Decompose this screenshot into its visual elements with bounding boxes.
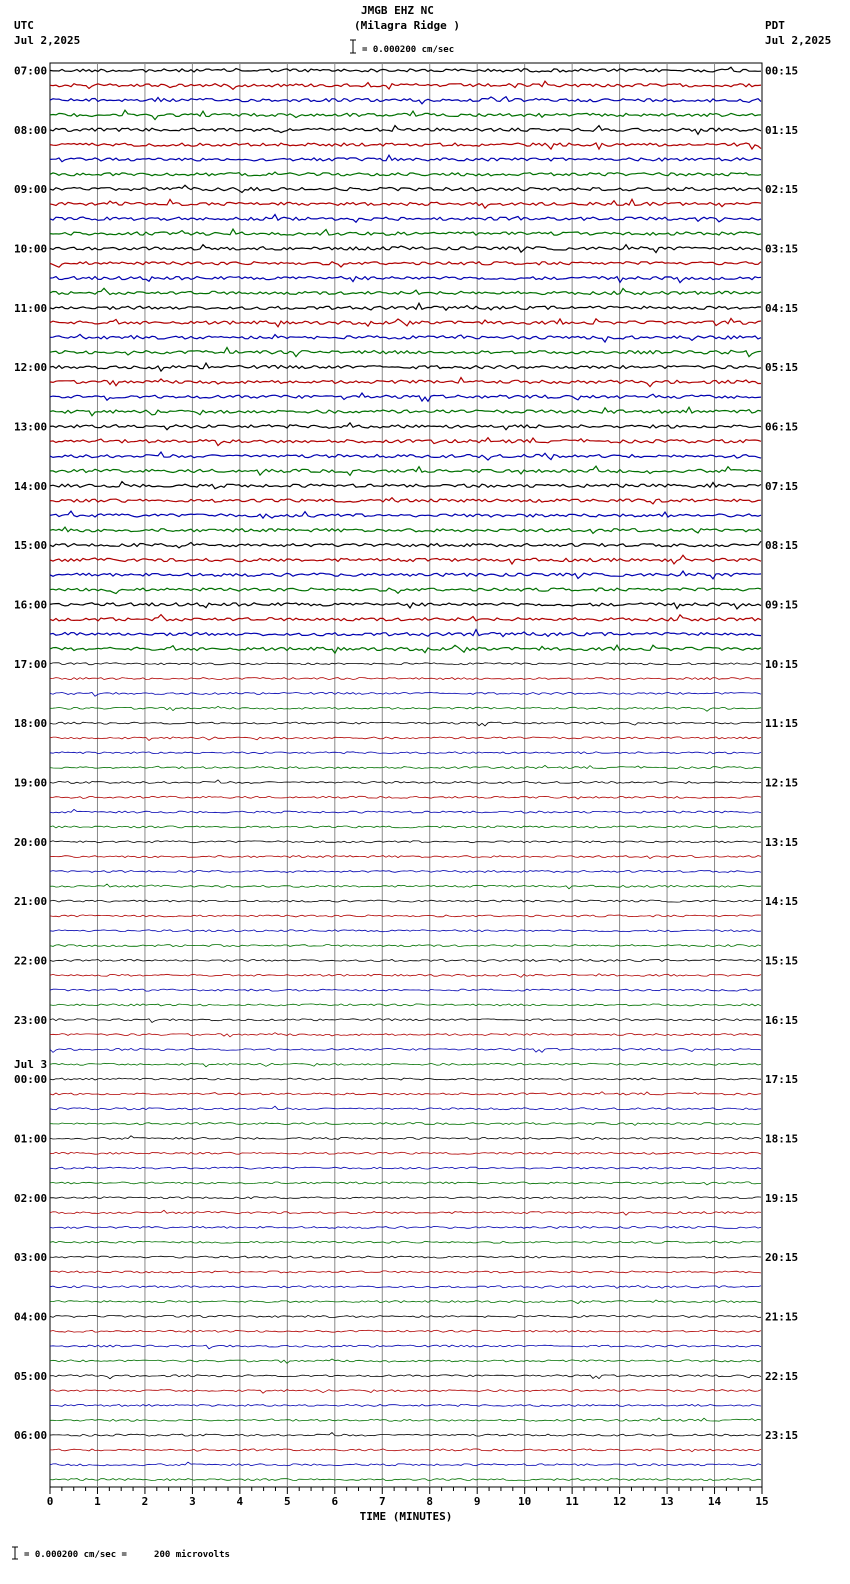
seismic-trace xyxy=(50,974,761,978)
seismic-trace xyxy=(50,262,761,268)
seismic-trace xyxy=(50,1433,761,1437)
pdt-hour-label: 06:15 xyxy=(765,420,799,434)
x-tick-label: 2 xyxy=(141,1495,149,1508)
pdt-hour-label: 02:15 xyxy=(765,183,799,197)
x-tick-label: 9 xyxy=(473,1495,481,1508)
pdt-hour-label: 10:15 xyxy=(765,657,799,671)
x-tick-label: 3 xyxy=(189,1495,196,1508)
seismic-trace xyxy=(50,870,761,872)
left-timezone: UTC xyxy=(14,19,34,32)
seismic-trace xyxy=(50,498,761,504)
pdt-hour-label: 12:15 xyxy=(765,776,799,790)
utc-hour-label: 11:00 xyxy=(14,301,48,315)
utc-hour-label: 04:00 xyxy=(14,1310,48,1324)
seismic-trace xyxy=(50,796,761,799)
utc-hour-label: 07:00 xyxy=(14,64,48,78)
utc-hour-label: 20:00 xyxy=(14,835,48,849)
seismic-trace xyxy=(50,1136,761,1140)
seismic-trace xyxy=(50,155,761,162)
seismic-trace xyxy=(50,288,761,294)
seismic-trace xyxy=(50,1048,761,1052)
x-tick-label: 4 xyxy=(236,1495,244,1508)
seismic-trace xyxy=(50,1152,761,1154)
seismic-trace xyxy=(50,1182,761,1185)
seismic-trace xyxy=(50,452,761,460)
seismic-trace xyxy=(50,765,761,768)
seismic-trace xyxy=(50,1019,761,1023)
seismic-trace xyxy=(50,1078,761,1080)
x-tick-label: 7 xyxy=(378,1495,386,1508)
seismic-trace xyxy=(50,841,761,843)
pdt-hour-label: 04:15 xyxy=(765,301,799,315)
seismic-trace xyxy=(50,1106,761,1110)
seismic-trace xyxy=(50,1226,761,1228)
x-tick-label: 8 xyxy=(426,1495,434,1508)
scale-bar-icon xyxy=(350,40,356,53)
seismic-trace xyxy=(50,215,761,223)
utc-hour-label: 19:00 xyxy=(14,776,48,790)
seismic-trace xyxy=(50,588,761,594)
seismic-trace xyxy=(50,752,761,754)
seismic-trace xyxy=(50,571,761,579)
seismic-trace xyxy=(50,722,761,726)
seismic-trace xyxy=(50,692,761,696)
seismic-trace xyxy=(50,1285,761,1288)
seismic-trace xyxy=(50,1256,761,1258)
seismic-trace xyxy=(50,1241,761,1243)
seismic-trace xyxy=(50,185,761,192)
right-timezone: PDT xyxy=(765,19,785,32)
seismic-trace xyxy=(50,1063,761,1067)
seismic-trace xyxy=(50,1330,761,1332)
utc-hour-label: 23:00 xyxy=(14,1013,48,1027)
x-tick-label: 5 xyxy=(284,1495,291,1508)
seismic-trace xyxy=(50,527,761,533)
left-date: Jul 2,2025 xyxy=(14,34,81,47)
pdt-hour-label: 05:15 xyxy=(765,361,799,375)
seismic-trace xyxy=(50,780,761,784)
utc-hour-label: 03:00 xyxy=(14,1251,48,1265)
pdt-hour-label: 08:15 xyxy=(765,539,799,553)
seismic-trace xyxy=(50,1479,761,1481)
seismic-trace xyxy=(50,245,761,253)
utc-hour-label: 09:00 xyxy=(14,183,48,197)
seismic-trace xyxy=(50,541,761,548)
x-tick-label: 14 xyxy=(707,1495,722,1508)
seismic-trace xyxy=(50,378,761,387)
seismic-trace xyxy=(50,945,761,947)
x-tick-label: 1 xyxy=(94,1495,101,1508)
seismic-trace xyxy=(50,1345,761,1349)
seismic-trace xyxy=(50,630,761,637)
x-tick-label: 12 xyxy=(612,1495,627,1508)
seismic-trace xyxy=(50,1449,761,1452)
x-tick-label: 0 xyxy=(46,1495,54,1508)
station-location: (Milagra Ridge ) xyxy=(354,19,460,32)
pdt-hour-label: 20:15 xyxy=(765,1251,799,1265)
right-date: Jul 2,2025 xyxy=(765,34,832,47)
utc-hour-label: 00:00 xyxy=(14,1073,48,1087)
seismic-trace xyxy=(50,423,761,430)
utc-hour-label: 05:00 xyxy=(14,1369,48,1383)
pdt-hour-label: 03:15 xyxy=(765,242,799,256)
seismic-trace xyxy=(50,856,761,859)
seismic-trace xyxy=(50,67,761,72)
seismic-trace xyxy=(50,1315,761,1317)
station-title: JMGB EHZ NC xyxy=(361,4,434,17)
x-tick-label: 11 xyxy=(565,1495,579,1508)
seismic-trace xyxy=(50,172,761,176)
pdt-hour-label: 15:15 xyxy=(765,954,799,968)
footer-scale-note: = 0.000200 cm/sec = 200 microvolts xyxy=(24,1550,230,1560)
pdt-hour-label: 18:15 xyxy=(765,1132,799,1146)
seismic-trace xyxy=(50,1375,761,1379)
seismic-trace xyxy=(50,348,761,357)
pdt-hour-label: 22:15 xyxy=(765,1369,799,1383)
seismic-trace xyxy=(50,555,761,564)
utc-hour-label: 15:00 xyxy=(14,539,48,553)
utc-hour-label: 06:00 xyxy=(14,1429,48,1443)
pdt-hour-label: 00:15 xyxy=(765,64,799,78)
seismic-trace xyxy=(50,1390,761,1394)
seismic-trace xyxy=(50,1167,761,1169)
seismic-trace xyxy=(50,229,761,235)
utc-hour-label: 12:00 xyxy=(14,361,48,375)
seismic-trace xyxy=(50,1033,761,1037)
seismic-trace xyxy=(50,1123,761,1126)
pdt-hour-label: 23:15 xyxy=(765,1429,799,1443)
seismic-trace xyxy=(50,915,761,917)
seismic-trace xyxy=(50,1197,761,1199)
seismic-trace xyxy=(50,97,761,104)
pdt-hour-label: 19:15 xyxy=(765,1191,799,1205)
seismic-trace xyxy=(50,1004,761,1006)
seismic-trace xyxy=(50,1092,761,1095)
footer-scale-bar-icon xyxy=(12,1547,18,1559)
seismic-trace xyxy=(50,81,761,89)
seismic-trace xyxy=(50,407,761,416)
seismic-trace xyxy=(50,930,761,932)
utc-hour-label: 02:00 xyxy=(14,1191,48,1205)
seismic-trace xyxy=(50,900,761,902)
seismic-trace xyxy=(50,663,761,665)
seismic-trace xyxy=(50,1418,761,1421)
pdt-hour-label: 14:15 xyxy=(765,895,799,909)
seismic-trace xyxy=(50,1271,761,1273)
seismic-trace xyxy=(50,959,761,962)
utc-hour-label: 10:00 xyxy=(14,242,48,256)
utc-hour-label: 14:00 xyxy=(14,479,48,493)
x-tick-label: 6 xyxy=(331,1495,339,1508)
seismic-trace xyxy=(50,303,761,310)
seismic-trace xyxy=(50,334,761,342)
seismic-trace xyxy=(50,363,761,371)
seismic-trace xyxy=(50,603,761,609)
seismic-trace xyxy=(50,126,761,135)
seismic-trace xyxy=(50,393,761,401)
seismic-trace xyxy=(50,706,761,711)
seismic-trace xyxy=(50,1210,761,1215)
pdt-hour-label: 16:15 xyxy=(765,1013,799,1027)
utc-hour-label: 16:00 xyxy=(14,598,48,612)
seismic-trace xyxy=(50,1300,761,1304)
seismic-trace xyxy=(50,1404,761,1406)
seismic-trace xyxy=(50,511,761,518)
utc-hour-label: 08:00 xyxy=(14,123,48,137)
seismic-trace xyxy=(50,143,761,149)
seismic-trace xyxy=(50,678,761,680)
day-change-label: Jul 3 xyxy=(14,1058,48,1072)
pdt-hour-label: 17:15 xyxy=(765,1073,799,1087)
scale-label: = 0.000200 cm/sec xyxy=(362,45,455,55)
pdt-hour-label: 21:15 xyxy=(765,1310,799,1324)
x-tick-label: 15 xyxy=(755,1495,769,1508)
seismic-trace xyxy=(50,482,761,489)
seismic-trace xyxy=(50,438,761,446)
pdt-hour-label: 01:15 xyxy=(765,123,799,137)
seismic-trace xyxy=(50,884,761,889)
seismic-trace xyxy=(50,110,761,119)
x-tick-label: 13 xyxy=(660,1495,674,1508)
seismic-trace xyxy=(50,318,761,326)
seismic-trace xyxy=(50,809,761,813)
utc-hour-label: 18:00 xyxy=(14,717,48,731)
utc-hour-label: 21:00 xyxy=(14,895,48,909)
pdt-hour-label: 07:15 xyxy=(765,479,799,493)
utc-hour-label: 22:00 xyxy=(14,954,48,968)
pdt-hour-label: 09:15 xyxy=(765,598,799,612)
seismic-trace xyxy=(50,645,761,653)
seismic-trace xyxy=(50,199,761,208)
seismic-trace xyxy=(50,737,761,741)
seismic-trace xyxy=(50,1359,761,1363)
seismic-trace xyxy=(50,466,761,475)
x-tick-label: 10 xyxy=(518,1495,532,1508)
seismic-trace xyxy=(50,826,761,828)
seismic-trace xyxy=(50,989,761,991)
pdt-hour-label: 11:15 xyxy=(765,717,799,731)
utc-hour-label: 01:00 xyxy=(14,1132,48,1146)
pdt-hour-label: 13:15 xyxy=(765,835,799,849)
utc-hour-label: 13:00 xyxy=(14,420,48,434)
utc-hour-label: 17:00 xyxy=(14,657,48,671)
seismic-trace xyxy=(50,277,761,283)
seismic-trace xyxy=(50,615,761,621)
x-axis-label: TIME (MINUTES) xyxy=(359,1510,453,1523)
seismic-trace xyxy=(50,1462,761,1466)
